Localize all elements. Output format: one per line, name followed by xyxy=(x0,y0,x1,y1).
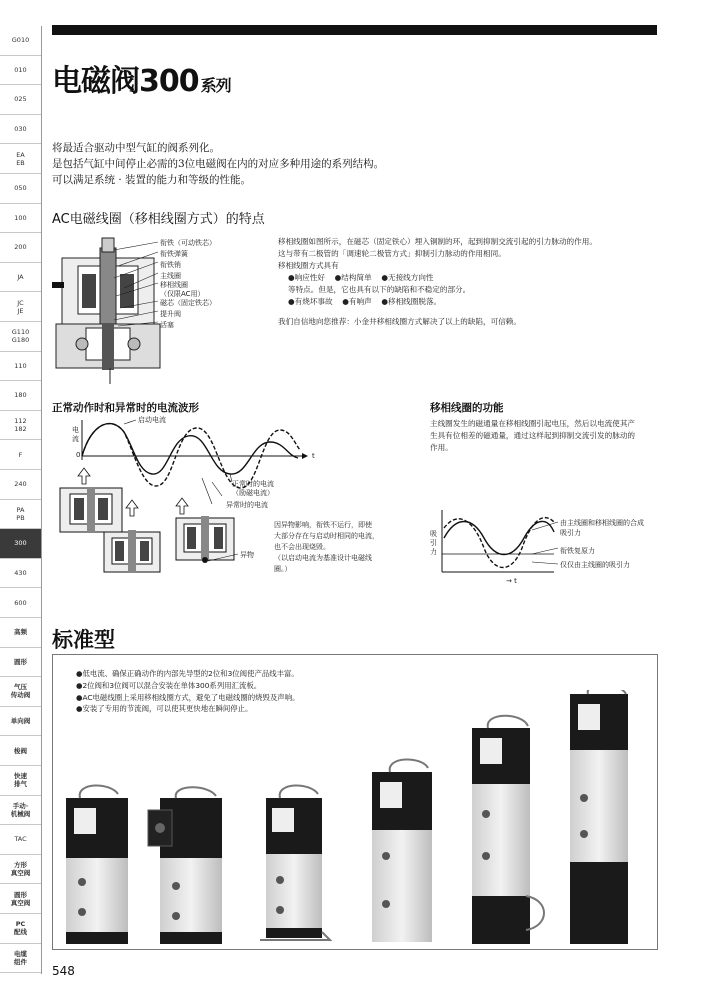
label-core: 磁芯（固定铁芯） xyxy=(160,299,216,307)
label-main-coil: 主线圈 xyxy=(160,272,181,280)
section-tab[interactable]: 430 xyxy=(0,559,41,589)
label-armature-spring: 衔铁弹簧 xyxy=(160,250,188,258)
label-ac-only: （仅限AC用） xyxy=(160,290,205,298)
section-tab[interactable]: 气压 传动阀 xyxy=(0,677,41,707)
bullet-item: ●安装了专用的节流阀，可以使其更快地在瞬间停止。 xyxy=(76,704,253,714)
feature-item: ●结构简单 xyxy=(334,273,372,282)
section-tab[interactable]: 600 xyxy=(0,588,41,618)
intro-line: 可以满足系统 · 装置的能力和等级的性能。 xyxy=(52,174,252,186)
coil-section-heading: AC电磁线圈（移相线圈方式）的特点 xyxy=(52,212,265,227)
section-tab[interactable]: 300 xyxy=(0,529,41,559)
coil-description xyxy=(278,236,648,328)
intro-line: 是包括气缸中间停止必需的3位电磁阀在内的对应多种用途的系列结构。 xyxy=(52,158,385,170)
phase-line: 作用。 xyxy=(430,443,453,452)
section-tab[interactable]: 圆形 xyxy=(0,648,41,678)
section-tab[interactable]: 快速 排气 xyxy=(0,766,41,796)
label-abnormal-current: 异常时的电流 xyxy=(226,501,268,509)
intro-line: 将最适合驱动中型气缸的阀系列化。 xyxy=(52,142,220,154)
label-normal-current: 正常时的电流 xyxy=(232,480,274,488)
phase-heading: 移相线圈的功能 xyxy=(430,402,504,414)
waveform-t-label: t xyxy=(312,452,315,460)
feature-item: ●有响声 xyxy=(342,297,372,306)
feature-item: ●移相线圈脱落。 xyxy=(381,297,442,306)
note-line: （以启动电流为基准设计电磁线 xyxy=(274,554,372,562)
title-main: 电磁阀300 xyxy=(52,64,199,99)
section-tab[interactable]: JA xyxy=(0,263,41,293)
section-tab[interactable]: 025 xyxy=(0,85,41,115)
section-tab[interactable]: TAC xyxy=(0,825,41,855)
legend-return-force: 衔铁复原力 xyxy=(560,547,595,555)
waveform-heading: 正常动作时和异常时的电流波形 xyxy=(52,402,199,414)
section-tab[interactable]: EA EB xyxy=(0,144,41,174)
label-start-current: 启动电流 xyxy=(138,416,166,424)
feature-row-2 xyxy=(278,296,648,308)
section-tab[interactable]: 050 xyxy=(0,174,41,204)
feature-item: ●响应性好 xyxy=(288,273,326,282)
phase-y-axis-label: 吸 引 力 xyxy=(430,530,437,556)
section-tab[interactable]: 方形 真空阀 xyxy=(0,855,41,885)
coil-paragraph: 移相线圈如图所示，在磁芯（固定铁心）埋入铜制的环，起到抑制交流引起的引力脉动的作用。 xyxy=(278,237,597,246)
phase-leader-lines xyxy=(530,516,560,576)
section-tab[interactable]: 240 xyxy=(0,470,41,500)
tab-divider xyxy=(41,26,42,974)
legend-combined-force: 由主线圈和移相线圈的合成 xyxy=(560,519,644,527)
section-tab[interactable]: JC JE xyxy=(0,292,41,322)
legend-main-coil-force: 仅仅由主线圈的吸引力 xyxy=(560,561,630,569)
bullet-item: ●AC电磁线圈上采用移相线圈方式，避免了电磁线圈的烧毁及声响。 xyxy=(76,692,300,702)
note-line: 圈。） xyxy=(274,565,292,573)
feature-item: ●无接线方向性 xyxy=(381,273,434,282)
feature-row-1 xyxy=(278,272,648,284)
waveform-zero-label: 0 xyxy=(76,451,81,459)
label-piston: 活塞 xyxy=(160,321,174,329)
note-line: 也不会出现烧毁。 xyxy=(274,543,330,551)
bullet-item: ●低电流、确保正确动作的内部先导型的2位和3位阀使产品线丰富。 xyxy=(76,669,299,678)
section-tab[interactable]: 单向阀 xyxy=(0,707,41,737)
legend-combined-force-2: 吸引力 xyxy=(560,529,581,537)
section-tab[interactable]: 180 xyxy=(0,381,41,411)
section-tab[interactable]: F xyxy=(0,440,41,470)
section-tab[interactable]: G110 G180 xyxy=(0,322,41,352)
section-tab[interactable]: 高频 xyxy=(0,618,41,648)
section-tab[interactable]: 110 xyxy=(0,352,41,382)
phase-line: 生具有位相差的磁通量，通过这样起到抑制交流引发的脉动的 xyxy=(430,431,636,440)
label-shading-coil: 移相线圈 xyxy=(160,281,188,289)
section-tab[interactable]: 200 xyxy=(0,233,41,263)
note-line: 大部分存在与启动时相同的电流， xyxy=(274,532,379,540)
intro-text xyxy=(52,140,384,188)
section-tab[interactable]: 梭阀 xyxy=(0,736,41,766)
recommend-text: 我们自信地向您推荐：小金井移相线圈方式解决了以上的缺陷，可信赖。 xyxy=(278,317,521,326)
section-tab[interactable]: PC 配线 xyxy=(0,914,41,944)
section-tab[interactable]: PA PB xyxy=(0,500,41,530)
label-poppet: 提升阀 xyxy=(160,310,181,318)
product-photo-valves xyxy=(60,690,650,946)
section-tab[interactable]: 112 182 xyxy=(0,411,41,441)
title-suffix: 系列 xyxy=(200,76,231,95)
phase-line: 主线圈发生的磁通量在移相线圈引起电压，然后以电流使其产 xyxy=(430,419,636,428)
features-mid: 等特点。但是，它也具有以下的缺陷和不稳定的部分。 xyxy=(288,285,471,294)
section-tab[interactable]: 圆形 真空阀 xyxy=(0,884,41,914)
section-tab[interactable]: 电缆 组件 xyxy=(0,944,41,974)
section-tab[interactable]: 100 xyxy=(0,204,41,234)
page-number: 548 xyxy=(52,964,75,978)
top-bar xyxy=(52,25,657,35)
section-tab[interactable]: 手动· 机械阀 xyxy=(0,796,41,826)
phase-paragraph xyxy=(430,418,660,454)
label-armature: 衔铁（可动铁芯） xyxy=(160,239,216,247)
coil-paragraph: 移相线圈方式具有 xyxy=(278,261,339,270)
feature-item: ●有烧坏事故 xyxy=(288,297,333,306)
label-normal-sub: （励磁电流） xyxy=(232,489,274,497)
bullet-item: ●2位阀和3位阀可以混合安装在单体300系列用汇流板。 xyxy=(76,680,262,690)
waveform-note xyxy=(274,520,424,575)
section-tab[interactable]: G010 xyxy=(0,26,41,56)
section-tab[interactable]: 030 xyxy=(0,115,41,145)
phase-t-label: → t xyxy=(506,577,517,585)
section-tab[interactable]: 010 xyxy=(0,56,41,86)
page-title xyxy=(52,56,231,100)
coil-paragraph: 这与带有二极管的「调速轮二极管方式」抑制引力脉动的作用相同。 xyxy=(278,249,506,258)
standard-heading: 标准型 xyxy=(52,628,115,652)
label-armature-pin: 衔铁销 xyxy=(160,261,181,269)
note-line: 因异物影响，衔铁不运行，即使 xyxy=(274,521,372,529)
waveform-y-axis-label: 电 流 xyxy=(72,426,79,443)
label-foreign-object: 异物 xyxy=(240,551,254,559)
diagram-leader-lines xyxy=(110,238,160,328)
